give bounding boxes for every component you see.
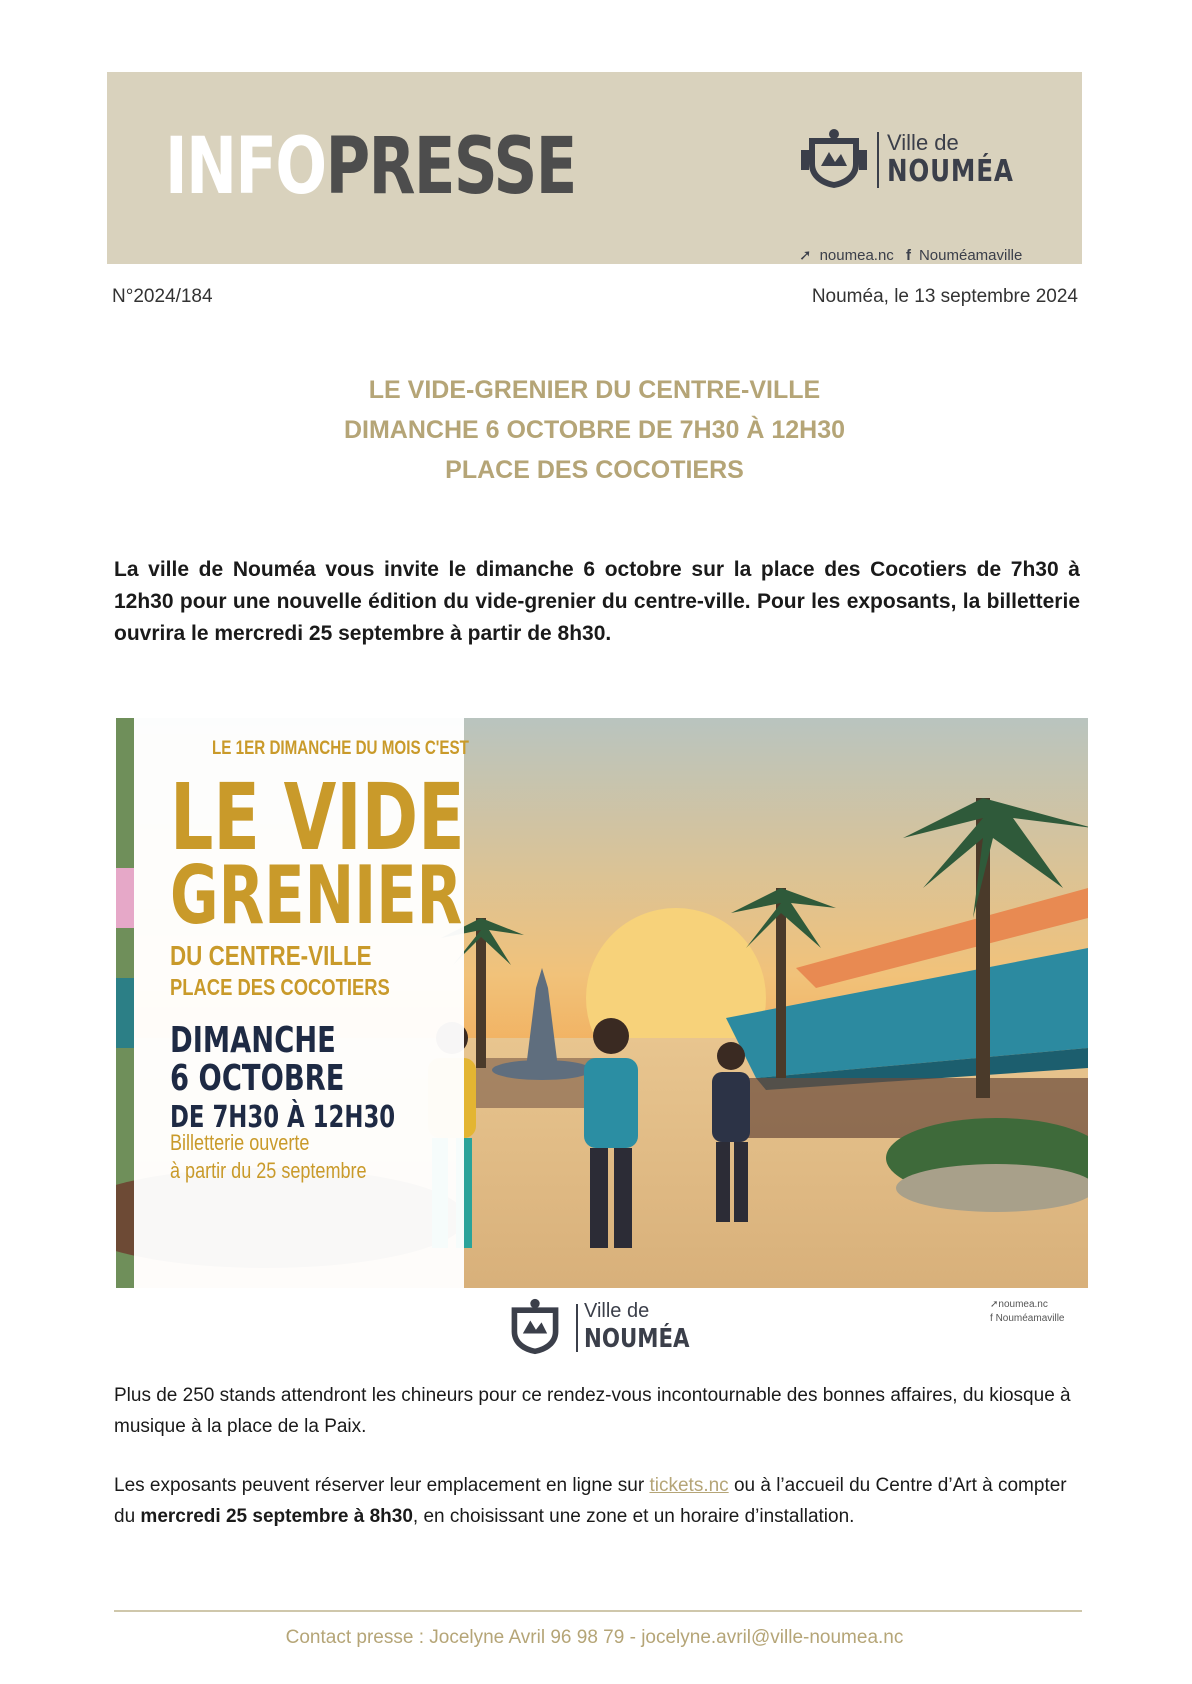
- title-info: INFO: [165, 122, 326, 212]
- city-crest-icon: [502, 1298, 568, 1356]
- logo-noumea: NOUMÉA: [887, 154, 1014, 189]
- headline-line-3: PLACE DES COCOTIERS: [445, 456, 744, 484]
- city-crest-icon: [799, 128, 869, 190]
- facebook-icon: f: [990, 1313, 996, 1324]
- arrow-icon: ➚: [799, 247, 812, 264]
- footer-divider: [114, 1610, 1082, 1612]
- poster-subtitle-2: PLACE DES COCOTIERS: [170, 974, 390, 1000]
- logo-separator: [877, 132, 879, 188]
- release-date: Nouméa, le 13 septembre 2024: [811, 286, 1078, 307]
- web-link[interactable]: noumea.nc: [819, 247, 894, 264]
- header-banner: [107, 72, 1082, 264]
- poster-social-links: [990, 1298, 1064, 1326]
- headline-line-2: DIMANCHE 6 OCTOBRE DE 7H30 À 12H30: [343, 416, 846, 444]
- poster-text-panel: [134, 718, 469, 1288]
- poster-logo-noumea: NOUMÉA: [584, 1324, 690, 1354]
- para2-bold-date: mercredi 25 septembre à 8h30: [140, 1506, 413, 1527]
- title-presse: PRESSE: [325, 122, 576, 212]
- body-paragraph-2: [114, 1470, 1082, 1532]
- logo-ville-de: Ville de: [887, 130, 959, 155]
- para2-text-a: Les exposants peuvent réserver leur emplacement en ligne sur: [114, 1475, 650, 1496]
- poster-title-line-2: GRENIER: [170, 849, 463, 942]
- poster-date: 6 OCTOBRE: [170, 1058, 345, 1099]
- poster-logo-ville-de: Ville de: [584, 1300, 650, 1322]
- ville-noumea-logo: [799, 128, 1023, 264]
- poster-day: DIMANCHE: [170, 1020, 336, 1061]
- poster-web-link: noumea.nc: [998, 1299, 1048, 1310]
- tickets-link[interactable]: tickets.nc: [649, 1475, 729, 1496]
- press-contact: Contact presse : Jocelyne Avril 96 98 79 - jocelyne.avril@ville-noumea.nc: [285, 1627, 904, 1648]
- lead-paragraph: La ville de Nouméa vous invite le dimanche 6 octobre sur la place des Cocotiers de 7h30 à 12h30 pour une nouvelle édition du vide-grenier du centre-ville. Pour les exposants, la billetterie ouvrira le mercredi 25 septembre à partir de 8h30.: [114, 558, 1080, 645]
- headline-line-1: LE VIDE-GRENIER DU CENTRE-VILLE: [368, 376, 821, 404]
- logo-links: [799, 246, 1030, 264]
- info-presse-title: [165, 122, 576, 212]
- para2-text-c: , en choisissant une zone et un horaire d’installation.: [412, 1506, 855, 1527]
- poster-hours: DE 7H30 À 12H30: [170, 1100, 396, 1135]
- poster-city-logo: [502, 1298, 722, 1358]
- poster-title-line-1: LE VIDE: [170, 764, 465, 871]
- body-paragraph-1: Plus de 250 stands attendront les chineurs pour ce rendez-vous incontournable des bonnes affaires, du kiosque à musique à la place de la Paix.: [114, 1385, 1071, 1437]
- facebook-link[interactable]: Nouméamaville: [918, 247, 1023, 264]
- event-poster: [116, 718, 1088, 1288]
- poster-facebook-link: Nouméamaville: [995, 1313, 1065, 1324]
- para2-text-b: ou à l’accueil du Centre d’Art à compter du: [114, 1475, 1067, 1527]
- poster-top-line: LE 1ER DIMANCHE DU MOIS C'EST: [212, 738, 469, 759]
- poster-subtitle-1: DU CENTRE-VILLE: [170, 940, 372, 971]
- logo-separator: [576, 1304, 578, 1352]
- facebook-icon: f: [905, 247, 911, 264]
- poster-tickets-line-2: à partir du 25 septembre: [170, 1158, 367, 1183]
- headline: [107, 370, 1082, 490]
- press-release-number: N°2024/184: [112, 286, 213, 307]
- poster-tickets-line-1: Billetterie ouverte: [170, 1130, 310, 1155]
- arrow-icon: ➚: [990, 1299, 999, 1310]
